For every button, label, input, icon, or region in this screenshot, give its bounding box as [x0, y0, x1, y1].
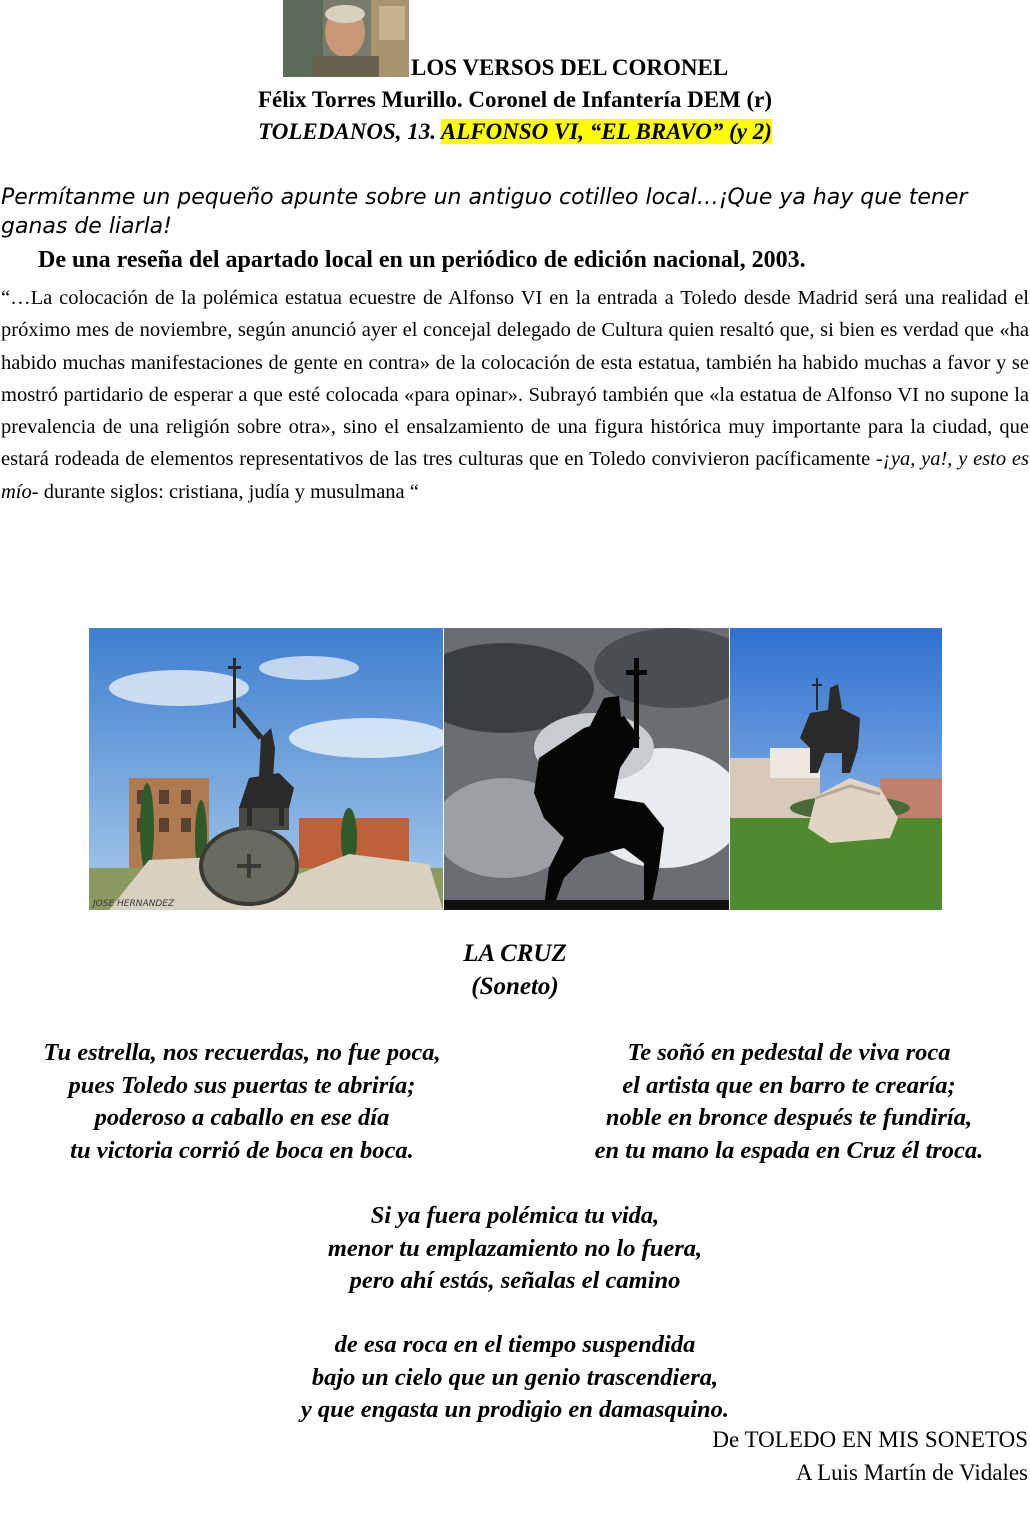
article-aside: -¡ya, ya!, y esto es mío- — [1, 448, 1030, 503]
photo-watermark: JOSE HERNANDEZ — [93, 899, 175, 909]
statue-photo-silhouette — [444, 628, 729, 910]
poem-subtitle: (Soneto) — [471, 973, 559, 1000]
statue-photo-daylight — [89, 628, 443, 910]
poem-stanza-4 — [0, 1329, 1030, 1427]
article-quote — [1, 282, 1029, 508]
poem-line: Te soñó en pedestal de viva roca — [627, 1039, 951, 1066]
poem-stanza-1 — [0, 1037, 484, 1167]
poem-line: Si ya fuera polémica tu vida, — [370, 1202, 660, 1229]
episode-title: ALFONSO VI, “EL BRAVO” (y 2) — [440, 119, 772, 144]
statue-photo-roundabout — [730, 628, 942, 910]
article-part1: “…La colocación de la polémica estatua ecuestre de Alfonso VI en la entrada a Toledo desde Madrid será una realidad el próximo mes de noviembre, según anunció ayer el concejal delegado de Cultura quien resaltó que, si bien es verdad que «ha habido muchas manifestaciones de gente en contra» de la colocación de esta estatua, también ha habido muchas a favor y se mostró partidario de esperar a que esté colocada «para opinar». Subrayó también que «la estatua de Alfonso VI no supone la prevalencia de una religión sobre otra», sino el ensalzamiento de una figura histórica muy importante para la ciudad, que estará rodeada de elementos representativos de las tres culturas que en Toledo convivieron pacíficamente — [1, 287, 1029, 471]
book-source: De TOLEDO EN MIS SONETOS — [712, 1427, 1028, 1452]
poem-line: poderoso a caballo en ese día — [94, 1104, 390, 1131]
poem-line: pero ahí estás, señalas el camino — [349, 1267, 681, 1294]
poem-line: el artista que en barro te crearía; — [622, 1071, 956, 1099]
article-subheading: De una reseña del apartado local en un periódico de edición nacional, 2003. — [38, 247, 806, 273]
poem-line: noble en bronce después te fundiría, — [605, 1104, 973, 1131]
poem-line: menor tu emplazamiento no lo fuera, — [327, 1234, 703, 1262]
poem-title: LA CRUZ — [463, 940, 567, 967]
author-portrait — [283, 0, 409, 77]
poem-line: de esa roca en el tiempo suspendida — [334, 1331, 696, 1358]
poem-line: en tu mano la espada en Cruz él troca. — [594, 1136, 984, 1164]
article-part2: durante siglos: cristiana, judía y musulmana “ — [38, 480, 419, 503]
intro-paragraph: Permítanme un pequeño apunte sobre un antiguo cotilleo local…¡Que ya hay que tener ganas de liarla! — [1, 185, 968, 239]
poem-line: y que engasta un prodigio en damasquino. — [300, 1396, 730, 1423]
poem-line: bajo un cielo que un genio trascendiera, — [311, 1363, 719, 1391]
poem-line: Tu estrella, nos recuerdas, no fue poca, — [43, 1039, 441, 1066]
series-title: LOS VERSOS DEL CORONEL — [411, 55, 729, 80]
poem-stanza-3 — [0, 1200, 1030, 1298]
episode-prefix: TOLEDANOS, 13. — [258, 119, 441, 144]
episode-heading — [0, 119, 1030, 145]
author-line: Félix Torres Murillo. Coronel de Infantería DEM (r) — [257, 87, 773, 112]
poem-line: pues Toledo sus puertas te abriría; — [68, 1071, 416, 1099]
dedication: A Luis Martín de Vidales — [796, 1460, 1028, 1485]
poem-line: tu victoria corrió de boca en boca. — [70, 1136, 414, 1164]
poem-stanza-2 — [548, 1037, 1030, 1167]
